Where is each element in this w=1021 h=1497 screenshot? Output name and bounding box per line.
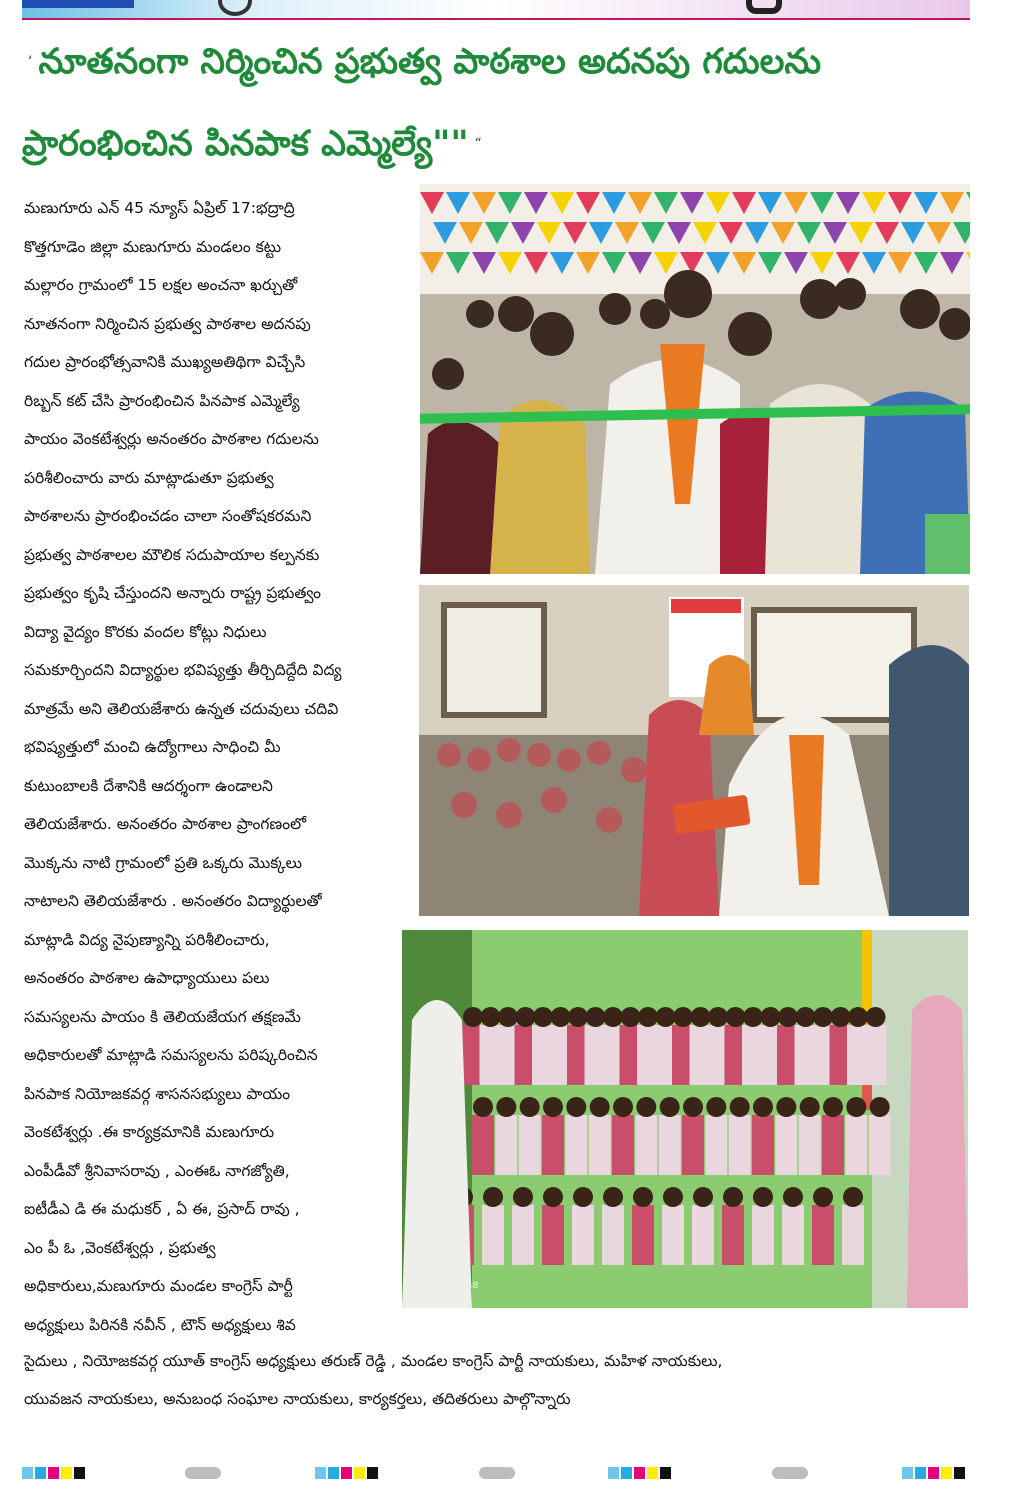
body-line: ఎంపీడీవో శ్రీనివాసరావు , ఎంఈఓ నాగజ్యోతి, bbox=[24, 1162, 290, 1180]
body-line: ప్రభుత్వ పాఠశాలల మౌలిక సదుపాయాల కల్పనకు bbox=[24, 546, 320, 564]
camera-stamp-date: 17/2025 11:58 bbox=[412, 1281, 479, 1291]
gray-swatch bbox=[479, 1467, 515, 1479]
gray-swatch bbox=[185, 1467, 221, 1479]
headline-line-2-text: ప్రారంభించిన పినపాక ఎమ్మెల్యే"" bbox=[22, 124, 469, 164]
color-swatch bbox=[902, 1467, 913, 1479]
body-line: సమకూర్చిందని విద్యార్థుల భవిష్యత్తు తీర్చిదిద్దేది విద్య bbox=[24, 661, 342, 679]
headline-line-2 bbox=[22, 120, 972, 168]
color-swatch bbox=[328, 1467, 339, 1479]
body-line: రిబ్బన్ కట్ చేసి ప్రారంభించిన పినపాక ఎమ్మెల్యే bbox=[24, 392, 300, 410]
color-swatch bbox=[941, 1467, 952, 1479]
masthead-logo-mark bbox=[746, 0, 782, 14]
body-line: భవిష్యత్తులో మంచి ఉద్యోగాలు సాధించి మీ bbox=[24, 738, 281, 756]
body-line: పరిశీలించారు వారు మాట్లాడుతూ ప్రభుత్వ bbox=[24, 469, 274, 487]
body-line: మల్లారం గ్రామంలో 15 లక్షల అంచనా ఖర్చుతో bbox=[24, 276, 298, 294]
color-swatch bbox=[315, 1467, 326, 1479]
body-line: నూతనంగా నిర్మించిన ప్రభుత్వ పాఠశాల అదనపు bbox=[24, 315, 311, 333]
color-swatch bbox=[915, 1467, 926, 1479]
color-swatch bbox=[608, 1467, 619, 1479]
group-image bbox=[402, 930, 968, 1308]
body-line: పాఠశాలను ప్రారంభించడం చాలా సంతోషకరమని bbox=[24, 507, 312, 525]
color-swatch bbox=[354, 1467, 365, 1479]
body-line: పినపాక నియోజకవర్గ శాసనసభ్యులు పాయం bbox=[24, 1085, 291, 1103]
headline-line-1-text: నూతనంగా నిర్మించిన ప్రభుత్వ పాఠశాల అదనపు గదులను bbox=[38, 42, 822, 82]
color-swatch bbox=[341, 1467, 352, 1479]
body-line: అధికారులు,మణుగూరు మండల కాంగ్రెస్ పార్టీ bbox=[24, 1277, 293, 1295]
color-swatch bbox=[647, 1467, 658, 1479]
body-line: ఎం పీ ఓ ,వెంకటేశ్వర్లు , ప్రభుత్వ bbox=[24, 1239, 216, 1257]
body-line: మాట్లాడి విద్య నైపుణ్యాన్ని పరిశీలించారు, bbox=[24, 931, 270, 949]
body-line: సమస్యలను పాయం కి తెలియజేయగ తక్షణమే bbox=[24, 1008, 301, 1026]
camera-stamp-model: vivo V40e bbox=[412, 1270, 457, 1280]
color-swatch bbox=[22, 1467, 33, 1479]
ribbon-cutting-image bbox=[420, 184, 970, 574]
body-line: అధికారులతో మాట్లాడి సమస్యలను పరిష్కరించిన bbox=[24, 1046, 318, 1064]
color-swatch bbox=[621, 1467, 632, 1479]
color-swatch bbox=[74, 1467, 85, 1479]
body-line: అధ్యక్షులు పిరినకి నవీన్ , టౌన్ అధ్యక్షులు శివ bbox=[24, 1316, 296, 1334]
masthead-logo-bar bbox=[22, 0, 134, 8]
color-swatch bbox=[61, 1467, 72, 1479]
group-photo bbox=[402, 930, 968, 1308]
masthead-logo-ring bbox=[218, 0, 252, 16]
body-line: యువజన నాయకులు, అనుబంధ సంఘాల నాయకులు, కార్యకర్తలు, తదితరులు పాల్గొన్నారు bbox=[24, 1390, 571, 1408]
body-line: మణుగూరు ఎన్ 45 న్యూస్ ఏప్రిల్ 17:భద్రాద్రి bbox=[24, 199, 295, 217]
body-line: మొక్కను నాటి గ్రామంలో ప్రతి ఒక్కరు మొక్కలు bbox=[24, 854, 302, 872]
body-line: వెంకటేశ్వర్లు .ఈ కార్యక్రమానికి మణుగూరు bbox=[24, 1123, 275, 1141]
color-swatch bbox=[367, 1467, 378, 1479]
body-line: పాయం వెంకటేశ్వర్లు అనంతరం పాఠశాల గదులను bbox=[24, 430, 319, 448]
classroom-image bbox=[419, 585, 969, 916]
color-swatch bbox=[954, 1467, 965, 1479]
body-line: ప్రభుత్వం కృషి చేస్తుందని అన్నారు రాష్ట్ర ప్రభుత్వం bbox=[24, 584, 322, 602]
camera-stamp bbox=[412, 1270, 478, 1292]
gray-swatch bbox=[772, 1467, 808, 1479]
body-line: ఐటీడీఎ డి ఈ మధుకర్ , ఏ ఈ, ప్రసాద్ రావు , bbox=[24, 1200, 300, 1218]
body-line: మాత్రమే అని తెలియజేశారు ఉన్నత చదువులు చదివి bbox=[24, 700, 339, 718]
color-swatch bbox=[928, 1467, 939, 1479]
body-line: సైదులు , నియోజకవర్గ యూత్ కాంగ్రెస్ అధ్యక్షులు తరుణ్ రెడ్డి , మండల కాంగ్రెస్ పార్టీ నాయకులు, మహిళ నాయకులు, bbox=[24, 1352, 723, 1370]
classroom-photo bbox=[419, 585, 969, 916]
body-line: తెలియజేశారు. అనంతరం పాఠశాల ప్రాంగణంలో bbox=[24, 815, 307, 833]
color-swatch bbox=[35, 1467, 46, 1479]
headline-close-quote: “ bbox=[474, 136, 482, 152]
body-line: కొత్తగూడెం జిల్లా మణుగూరు మండలం కట్టు bbox=[24, 238, 282, 256]
ribbon-cutting-photo bbox=[420, 184, 970, 574]
body-line: అనంతరం పాఠశాల ఉపాధ్యాయులు పలు bbox=[24, 969, 270, 987]
headline-line-1 bbox=[22, 38, 972, 86]
color-swatch bbox=[48, 1467, 59, 1479]
color-swatch bbox=[634, 1467, 645, 1479]
headline-open-quote: ‘ bbox=[28, 54, 33, 70]
color-swatch bbox=[660, 1467, 671, 1479]
body-line: విద్యా వైద్యం కొరకు వందల కోట్లు నిధులు bbox=[24, 623, 267, 641]
body-line: గదుల ప్రారంభోత్సవానికి ముఖ్యఅతిథిగా విచ్చేసి bbox=[24, 353, 306, 371]
masthead-banner bbox=[22, 0, 970, 20]
body-line: కుటుంబాలకి దేశానికి ఆదర్శంగా ఉండాలని bbox=[24, 777, 273, 795]
body-line: నాటాలని తెలియజేశారు . అనంతరం విద్యార్థులతో bbox=[24, 892, 322, 910]
